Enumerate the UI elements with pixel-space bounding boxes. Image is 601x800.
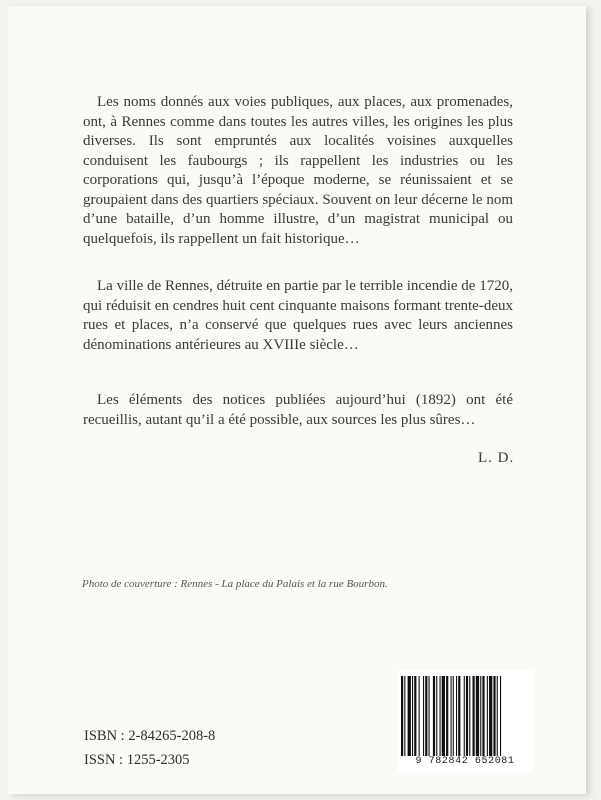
barcode-bar <box>423 676 424 756</box>
barcode-bar <box>436 676 437 756</box>
barcode-bar <box>464 676 465 756</box>
barcode-bar <box>412 676 413 756</box>
barcode-bar <box>429 676 430 756</box>
barcode-bar <box>433 676 435 756</box>
barcode-bar <box>404 676 405 756</box>
paragraph-intro: Les noms donnés aux voies publiques, aux places, aux promenades, ont, à Rennes comme dans toutes les autres villes, les origines les plus diverses. Ils sont empruntés aux localités voisines auxquelles conduisent les faubourgs ; ils rappellent les industries ou les corporations qui, jusqu’à l’époque moderne, se réunissaient et se groupaient dans des quartiers spéciaux. Souvent on leur décerne le nom d’une bataille, d’un homme illustre, d’un magistrat municipal ou quelquefois, ils rappellent un fait historique… <box>83 94 513 247</box>
issn-label: ISSN : 1255-2305 <box>84 752 190 768</box>
barcode-number: 9 782842 652081 <box>415 756 515 767</box>
barcode-bar <box>473 676 475 756</box>
barcode-bar <box>414 676 416 756</box>
barcode-bar <box>487 676 488 756</box>
author-signature: L. D. <box>478 450 515 466</box>
barcode <box>397 670 533 773</box>
barcode-bar <box>493 676 495 756</box>
barcode-bar <box>425 676 427 756</box>
barcode-bar <box>489 676 492 756</box>
barcode-bar <box>401 676 403 756</box>
isbn-label: ISBN : 2-84265-208-8 <box>84 728 216 744</box>
book-back-cover <box>8 6 586 794</box>
barcode-bar <box>446 676 448 756</box>
barcode-bar <box>476 676 479 756</box>
barcode-bar <box>456 676 457 756</box>
barcode-bar <box>482 676 484 756</box>
paragraph-history: La ville de Rennes, détruite en partie par le terrible incendie de 1720, qui réduisit en cendres huit cent cinquante maisons formant trente-deux rues et places, n’a conservé que quelques rues avec leurs anciennes dénominations antérieures au XVIIIe siècle… <box>83 278 513 353</box>
barcode-bar <box>469 676 470 756</box>
barcode-bars <box>397 676 533 756</box>
barcode-bar <box>458 676 460 756</box>
paragraph-sources: Les éléments des notices publiées aujourd’hui (1892) ont été recueillis, autant qu’il a été possible, aux sources les plus sûres… <box>83 392 513 428</box>
barcode-bar <box>440 676 441 756</box>
barcode-bar <box>497 676 498 756</box>
barcode-bar <box>480 676 481 756</box>
barcode-bar <box>500 676 501 756</box>
barcode-bar <box>408 676 411 756</box>
barcode-bar <box>451 676 452 756</box>
barcode-bar <box>466 676 468 756</box>
barcode-bar <box>453 676 454 756</box>
barcode-bar <box>442 676 445 756</box>
barcode-bar <box>419 676 420 756</box>
photo-credit: Photo de couverture : Rennes - La place du Palais et la rue Bourbon. <box>82 578 388 590</box>
